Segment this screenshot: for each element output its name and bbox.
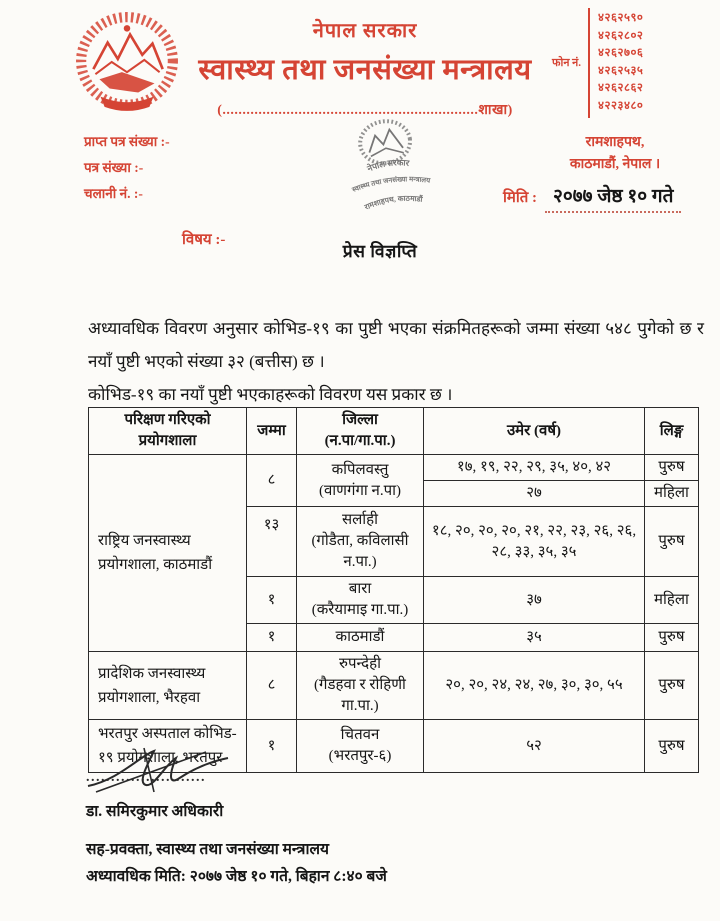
reference-numbers — [84, 132, 170, 210]
address-line1: रामशाहपथ, — [585, 135, 645, 150]
ages-cell: ३५ — [424, 624, 645, 652]
ages-cell: ३७ — [424, 577, 645, 624]
stamp-line3: रामशाहपथ, काठमाडौं — [363, 193, 424, 212]
phone-number: ४२६२५३५ — [598, 64, 644, 77]
district-cell: चितवन (भरतपुर-६) — [297, 720, 424, 773]
gender-cell: महिला — [645, 577, 699, 624]
svg-text:नेपाल सरकार — [364, 155, 411, 174]
signatory-name: डा. समिरकुमार अधिकारी — [86, 803, 224, 820]
gender-cell: पुरुष — [645, 507, 699, 577]
phone-block — [552, 8, 643, 118]
total-cell: १३ — [247, 507, 297, 577]
phone-number: ४२६२८६२ — [598, 82, 644, 95]
stamp-line1: नेपाल सरकार — [365, 157, 410, 174]
body-text — [88, 312, 704, 411]
ministry-title: स्वास्थ्य तथा जनसंख्या मन्त्रालय — [198, 54, 532, 86]
lab-provincial-cell: प्रादेशिक जनस्वास्थ्य प्रयोगशाला, भैरहवा — [89, 652, 247, 720]
signature-icon — [78, 742, 248, 797]
district-cell: काठमाडौं — [297, 624, 424, 652]
date-label: मिति : — [503, 190, 538, 206]
phone-label: फोन नं. — [552, 57, 582, 70]
lab-nphl-cell: राष्ट्रिय जनस्वास्थ्य प्रयोगशाला, काठमाडौं — [89, 455, 247, 652]
updated-date-line: अध्यावधिक मिति: २०७७ जेष्ठ १० गते, बिहान ८:४० बजे — [86, 868, 387, 885]
date-row — [503, 182, 681, 213]
ages-cell: ५२ — [424, 720, 645, 773]
table-header-row — [89, 408, 699, 455]
page-title: प्रेस विज्ञप्ति — [342, 241, 418, 261]
letterhead — [150, 16, 580, 119]
date-value: २०७७ जेष्ठ १० गते — [545, 182, 681, 213]
subject-label: विषय :- — [182, 232, 226, 248]
svg-text:रामशाहपथ, काठमाडौं — [362, 190, 426, 212]
ages-cell: १८, २०, २०, २०, २१, २२, २३, २६, २६, २८, ३३, ३५, ३५ — [424, 507, 645, 577]
letter-no-label: पत्र संख्या :- — [84, 160, 144, 175]
ages-cell: १७, १९, २२, २९, ३५, ४०, ४२ — [424, 455, 645, 481]
col-header-lab: परिक्षण गरिएको प्रयोगशाला — [89, 408, 247, 455]
phone-list — [588, 8, 643, 118]
gender-cell: पुरुष — [645, 720, 699, 773]
signature-dotted-line: ........................ — [86, 770, 206, 785]
summary-paragraph: अध्यावधिक विवरण अनुसार कोभिड-१९ का पुष्टी भएका संक्रमितहरूको जम्मा संख्या ५४८ पुगेको छ र नयाँ पुष्टी भएको संख्या ३२ (बत्तीस) छ । — [88, 319, 704, 371]
signatory-role: सह-प्रवक्ता, स्वास्थ्य तथा जनसंख्या मन्त्रालय — [86, 841, 329, 858]
office-address — [520, 132, 710, 176]
stamp-line2: स्वास्थ्य तथा जनसंख्या मन्त्रालय — [351, 175, 431, 194]
table-row — [89, 455, 699, 481]
district-cell: बारा (करैयामाइ गा.पा.) — [297, 577, 424, 624]
covid-cases-table — [88, 407, 699, 773]
total-cell: ८ — [247, 652, 297, 720]
phone-number: ४२२३४८० — [598, 99, 644, 112]
dispatch-no-label: चलानी नं. :- — [84, 186, 143, 201]
district-cell: सर्लाही (गोडैता, कविलासी न.पा.) — [297, 507, 424, 577]
total-cell: १ — [247, 720, 297, 773]
gender-cell: महिला — [645, 481, 699, 507]
phone-number: ४२६२५९० — [598, 12, 644, 24]
total-cell: १ — [247, 577, 297, 624]
detail-intro-paragraph: कोभिड-१९ का नयाँ पुष्टी भएकाहरूको विवरण यस प्रकार छ । — [88, 385, 453, 404]
gender-cell: पुरुष — [645, 624, 699, 652]
phone-number: ४२६२७०६ — [598, 47, 644, 60]
government-title: नेपाल सरकार — [312, 20, 418, 42]
table-row — [89, 652, 699, 720]
address-line2: काठमाडौं, नेपाल । — [569, 157, 661, 172]
ages-cell: २७ — [424, 481, 645, 507]
gender-cell: पुरुष — [645, 652, 699, 720]
col-header-total: जम्मा — [247, 408, 297, 455]
col-header-age: उमेर (वर्ष) — [424, 408, 645, 455]
col-header-district: जिल्ला (न.पा/गा.पा.) — [297, 408, 424, 455]
ages-cell: २०, २०, २४, २४, २७, ३०, ३०, ५५ — [424, 652, 645, 720]
gender-cell: पुरुष — [645, 455, 699, 481]
col-header-gender: लिङ्ग — [645, 408, 699, 455]
district-cell: रुपन्देही (गैडहवा र रोहिणी गा.पा.) — [297, 652, 424, 720]
total-cell: ८ — [247, 455, 297, 507]
branch-dotted-line: (................................................................शाखा) — [217, 103, 513, 118]
district-cell: कपिलवस्तु (वाणगंगा न.पा) — [297, 455, 424, 507]
phone-number: ४२६२८०२ — [598, 29, 644, 42]
total-cell: १ — [247, 624, 297, 652]
svg-text:स्वास्थ्य तथा जनसंख्या मन्त्रा — [349, 171, 432, 196]
received-letter-no-label: प्राप्त पत्र संख्या :- — [84, 134, 170, 149]
ministry-stamp-icon — [319, 106, 459, 234]
lab-bharatpur-cell: भरतपुर अस्पताल कोभिड- १९ प्रयोगशाला, भरतपुर — [89, 720, 247, 773]
